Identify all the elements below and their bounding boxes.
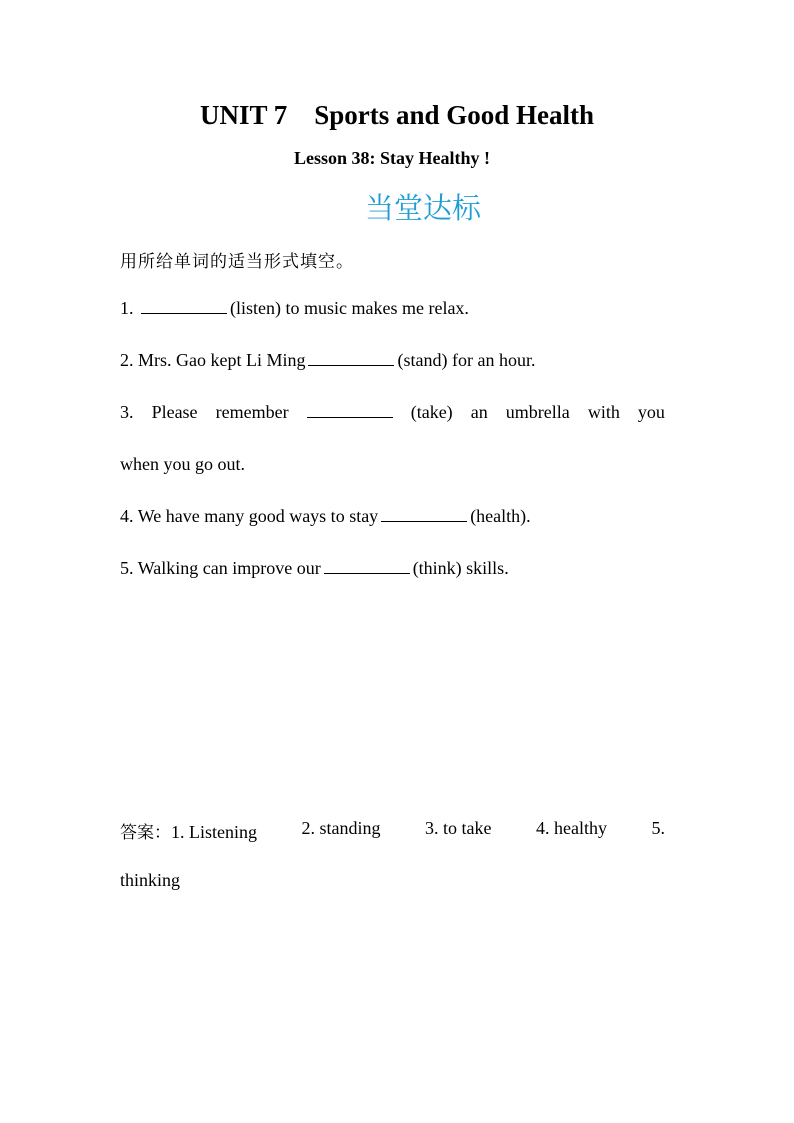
answer-blank xyxy=(307,402,393,418)
question-3-continuation: when you go out. xyxy=(120,454,245,474)
question-2 xyxy=(120,350,535,371)
question-word: you xyxy=(637,402,665,422)
answer-key-continuation: thinking xyxy=(120,870,181,890)
question-number: 2. xyxy=(120,350,134,370)
answer-blank xyxy=(381,506,467,522)
answer-key xyxy=(120,818,665,843)
question-1 xyxy=(120,298,469,319)
unit-title: UNIT 7 Sports and Good Health xyxy=(199,100,595,130)
question-word: remember xyxy=(215,402,289,422)
question-text: (stand) for an hour. xyxy=(397,350,536,370)
question-text: (health). xyxy=(470,506,531,526)
question-4 xyxy=(120,506,531,527)
question-word: an xyxy=(470,402,488,422)
question-word: with xyxy=(587,402,620,422)
answer-key-label: 答案： xyxy=(120,823,171,843)
answer-blank xyxy=(324,558,410,574)
answer-item: 3. to take xyxy=(425,818,492,838)
section-title: 当堂达标 xyxy=(364,191,481,225)
question-text: Mrs. Gao kept Li Ming xyxy=(138,350,306,370)
question-text: (listen) to music makes me relax. xyxy=(230,298,469,318)
answer-blank xyxy=(141,298,227,314)
answer-key-first xyxy=(120,818,257,843)
question-text: Walking can improve our xyxy=(137,558,321,578)
question-number: 4. xyxy=(120,506,134,526)
answer-item: 2. standing xyxy=(301,818,381,838)
question-number: 1. xyxy=(120,298,134,318)
instructions: 用所给单词的适当形式填空。 xyxy=(120,252,354,272)
lesson-title: Lesson 38: Stay Healthy ! xyxy=(293,148,490,168)
answer-blank xyxy=(308,350,394,366)
question-text: (think) skills. xyxy=(412,558,509,578)
question-number: 5. xyxy=(120,558,134,578)
answer-item: 5. xyxy=(651,818,665,838)
question-3 xyxy=(120,402,665,423)
question-text: We have many good ways to stay xyxy=(137,506,379,526)
question-number: 3. xyxy=(120,402,134,422)
question-5 xyxy=(120,558,509,579)
question-word: Please xyxy=(151,402,198,422)
answer-item: 1. Listening xyxy=(171,822,257,842)
question-word: (take) xyxy=(410,402,453,422)
question-word: umbrella xyxy=(505,402,570,422)
answer-item: 4. healthy xyxy=(535,818,607,838)
